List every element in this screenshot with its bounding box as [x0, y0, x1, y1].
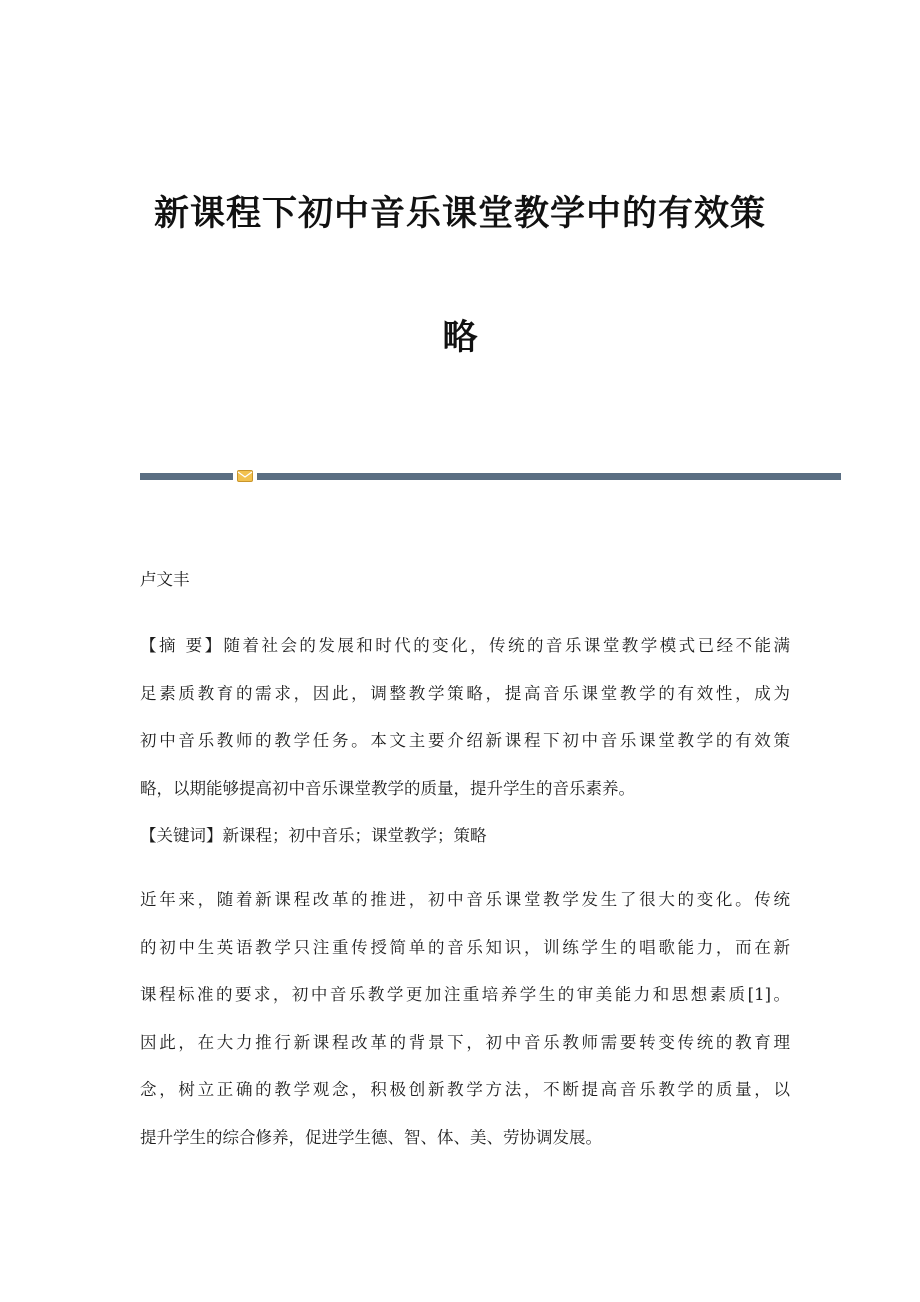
abstract-line: 【摘 要】随着社会的发展和时代的变化，传统的音乐课堂教学模式已经不能满 [140, 636, 790, 655]
body-line: 课程标准的要求，初中音乐教学更加注重培养学生的审美能力和思想素质[1]。 [140, 985, 790, 1004]
abstract [140, 622, 790, 812]
divider-bar-right [257, 473, 841, 480]
title-divider [140, 470, 841, 482]
body-line: 近年来，随着新课程改革的推进，初中音乐课堂教学发生了很大的变化。传统 [140, 890, 790, 909]
document-title-line-2: 略 [442, 317, 478, 358]
envelope-icon [237, 470, 253, 482]
body-line: 的初中生英语教学只注重传授简单的音乐知识，训练学生的唱歌能力，而在新 [140, 937, 790, 957]
body-line: 因此，在大力推行新课程改革的背景下，初中音乐教师需要转变传统的教育理 [140, 1032, 790, 1052]
body-paragraph [140, 876, 790, 1161]
body-line: 念，树立正确的教学观念，积极创新教学方法，不断提高音乐教学的质量，以 [140, 1080, 790, 1099]
document-title-line-1: 新课程下初中音乐课堂教学中的有效策 [153, 193, 766, 234]
keywords: 【关键词】新课程；初中音乐；课堂教学；策略 [140, 826, 487, 845]
abstract-line: 足素质教育的需求，因此，调整教学策略，提高音乐课堂教学的有效性，成为 [140, 683, 790, 703]
body-line: 提升学生的综合修养，促进学生德、智、体、美、劳协调发展。 [140, 1127, 602, 1147]
author-name: 卢文丰 [140, 570, 190, 589]
divider-bar-left [140, 473, 233, 480]
abstract-line: 初中音乐教师的教学任务。本文主要介绍新课程下初中音乐课堂教学的有效策 [140, 731, 790, 750]
abstract-line: 略，以期能够提高初中音乐课堂教学的质量，提升学生的音乐素养。 [140, 778, 635, 798]
